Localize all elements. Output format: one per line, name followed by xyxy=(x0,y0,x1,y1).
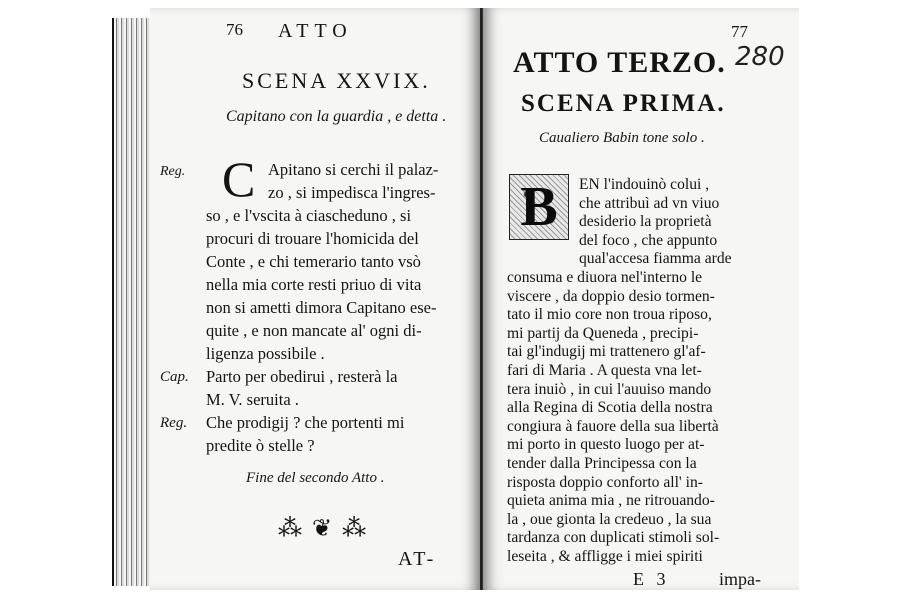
decorated-initial: B xyxy=(509,174,569,240)
text-line: desiderio la proprietà xyxy=(579,213,712,231)
left-catchword: AT- xyxy=(398,548,437,570)
text-line: so , e l'vscita à ciascheduno , si xyxy=(206,206,412,225)
text-line: EN l'indouinò colui , xyxy=(579,176,710,193)
page-edges xyxy=(112,18,152,586)
text-line: Parto per obedirui , resterà la xyxy=(206,367,398,386)
right-catchword: impa- xyxy=(719,568,761,589)
left-scene-title: SCENA XXVIX. xyxy=(242,68,431,93)
end-of-act-note: Fine del secondo Atto . xyxy=(246,470,385,486)
speaker-label: Reg. xyxy=(160,415,188,431)
open-book xyxy=(112,8,798,590)
text-line: tardanza con duplicati stimoli sol- xyxy=(507,529,720,547)
text-line: tender dalla Principessa con la xyxy=(507,455,697,472)
text-line: tato il mio core non troua riposo, xyxy=(507,306,712,324)
text-line: leseita , & affligge i miei spiriti xyxy=(507,548,703,565)
text-line: quite , e non mancate al' ogni di- xyxy=(206,321,422,340)
speaker-label: Cap. xyxy=(160,369,189,385)
text-line: fari di Maria . A questa vna let- xyxy=(507,362,702,379)
text-line: Apitano si cerchi il palaz- xyxy=(268,160,439,179)
text-line: viscere , da doppio desio tormen- xyxy=(507,287,715,305)
speaker-label: Reg. xyxy=(160,164,186,179)
text-line: alla Regina di Scotia della nostra xyxy=(507,399,713,417)
text-line: tera inuiò , in cui l'auuiso mando xyxy=(507,380,712,398)
text-line: M. V. seruita . xyxy=(206,390,299,409)
signature-mark: E 3 xyxy=(633,568,670,589)
left-initial: C xyxy=(222,151,256,207)
text-line: Che prodigij ? che portenti mi xyxy=(206,413,405,432)
text-line: congiura à fauore della sua libertà xyxy=(507,417,719,435)
text-line: Conte , e chi temerario tanto vsò xyxy=(206,252,421,271)
text-line: del foco , che appunto xyxy=(579,231,718,249)
act-title: ATTO TERZO. xyxy=(513,46,726,79)
text-line: non si ametti dimora Capitano ese- xyxy=(206,298,437,317)
text-line: mi partij da Queneda , precipi- xyxy=(507,324,699,342)
right-stage-direction: Caualiero Babin tone solo . xyxy=(539,130,705,146)
right-scene-title: SCENA PRIMA. xyxy=(521,90,726,117)
text-line: zo , si impedisca l'ingres- xyxy=(268,183,436,202)
text-line: procuri di trouare l'homicida del xyxy=(206,229,419,248)
text-line: quieta anima mia , ne ritrouando- xyxy=(507,492,715,510)
text-line: la , oue gionta la credeuo , la sua xyxy=(507,510,712,528)
ornament-divider: ⁂ ❦ ⁂ xyxy=(278,516,369,542)
text-line: ligenza possibile . xyxy=(206,344,325,363)
left-page-number: 76 xyxy=(226,20,243,39)
left-page xyxy=(150,8,482,590)
text-line: predite ò stelle ? xyxy=(206,436,315,455)
text-line: qual'accesa fiamma arde xyxy=(579,250,732,268)
text-line: nella mia corte resti priuo di vita xyxy=(206,275,422,294)
text-line: che attribuì ad vn viuo xyxy=(579,194,720,212)
right-page xyxy=(482,8,799,590)
text-line: tai gl'indugij mi trattenero gl'af- xyxy=(507,343,706,361)
left-stage-direction: Capitano con la guardia , e detta . xyxy=(226,108,447,125)
left-running-head: ATTO xyxy=(278,20,353,42)
right-page-number: 77 xyxy=(731,22,748,41)
text-line: risposta doppio conforto all' in- xyxy=(507,473,703,491)
text-line: mi porto in questo luogo per at- xyxy=(507,436,705,454)
handwritten-folio-number: 280 xyxy=(735,42,785,72)
text-line: consuma e diuora nel'interno le xyxy=(507,269,703,286)
